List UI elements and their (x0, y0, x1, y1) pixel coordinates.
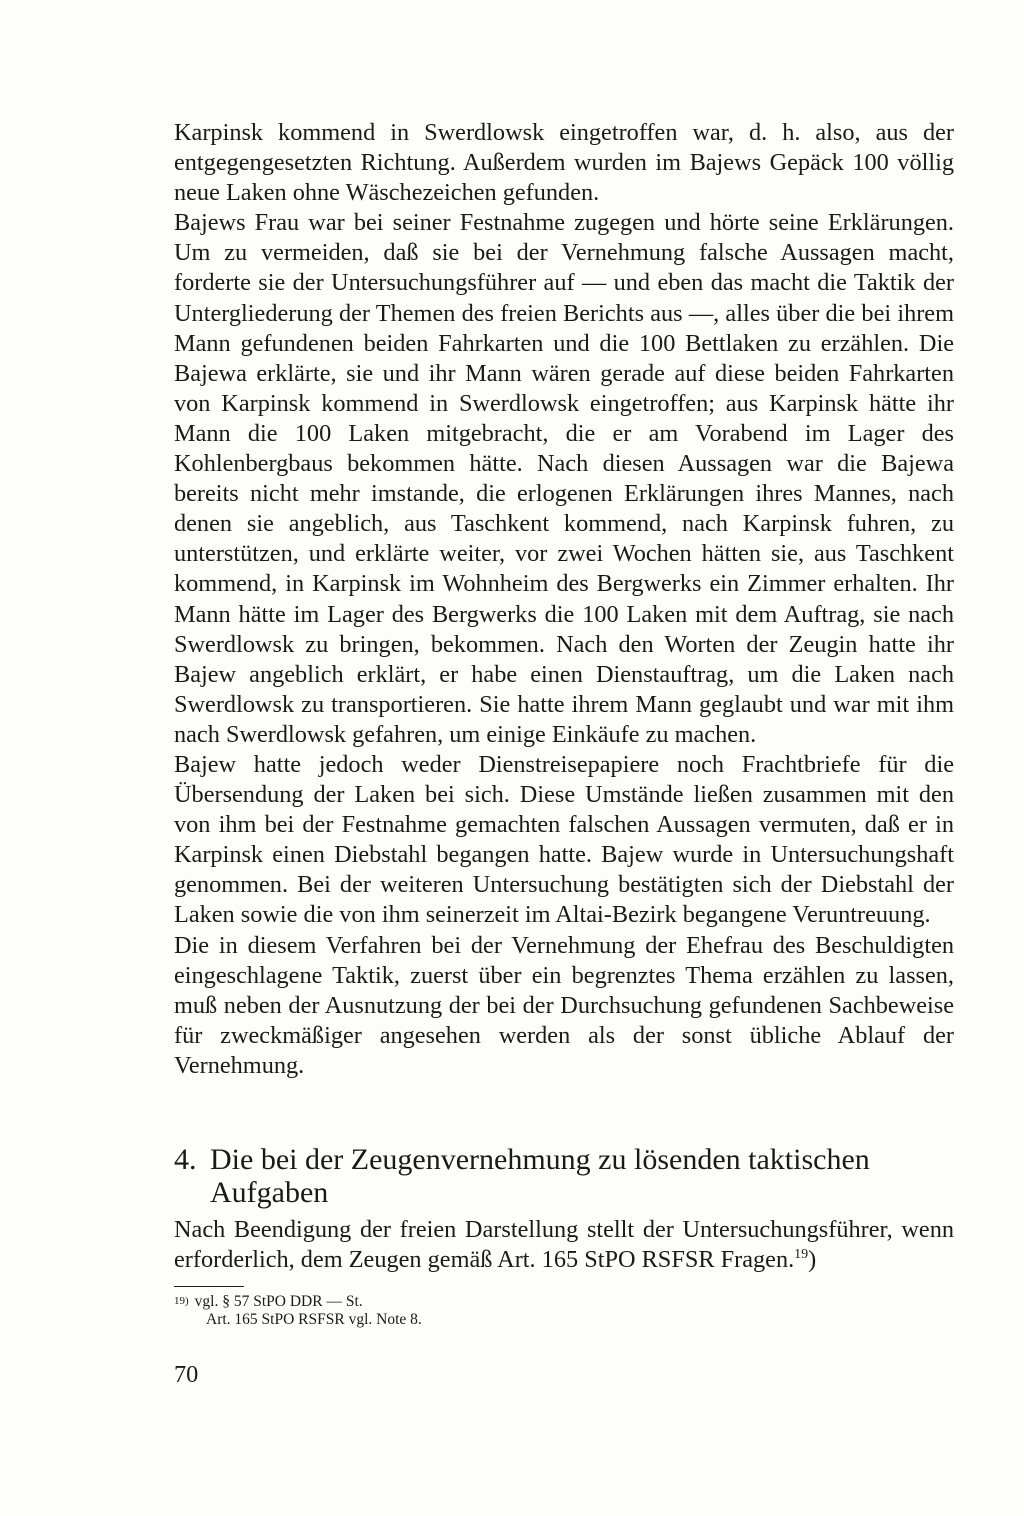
footnote-reference: 19 (794, 1246, 809, 1262)
section-title: Die bei der Zeugenvernehmung zu lösenden taktischen Aufgaben (210, 1143, 870, 1209)
section-number: 4. (174, 1143, 197, 1176)
footnote-text-1: vgl. § 57 StPO DDR — St. (194, 1293, 363, 1310)
paragraph-4: Die in diesem Verfahren bei der Vernehmung der Ehefrau des Beschuldigten eingeschlagene Taktik, zuerst über ein begrenztes Thema erzählen zu lassen, muß neben der Ausnutzung der bei der Durchsuchung gefundenen Sachbeweise für zweckmäßiger angesehen werden als der sonst übliche Ablauf der Vernehmung. (174, 931, 954, 1079)
footnote-divider (174, 1286, 244, 1287)
section-paragraph-text: Nach Beendigung der freien Darstellung stellt der Untersuchungsführer, wenn erforderlich, dem Zeugen gemäß Art. 165 StPO RSFSR Fragen. (174, 1216, 954, 1273)
body-text (174, 118, 954, 1081)
paragraph-1: Karpinsk kommend in Swerdlowsk eingetroffen war, d. h. also, aus der entgegengesetzten Richtung. Außerdem wurden im Bajews Gepäck 100 völlig neue Laken ohne Wäschezeichen gefunden. (174, 119, 954, 207)
footnote-line-1 (174, 1293, 774, 1311)
footnotes (174, 1293, 774, 1329)
paragraph-3: Bajew hatte jedoch weder Dienstreisepapiere noch Frachtbriefe für die Übersendung der Laken bei sich. Diese Umstände ließen zusammen mit den von ihm bei der Festnahme gemachten falschen Aussagen vermuten, daß er in Karpinsk einen Diebstahl begangen hatte. Bajew wurde in Untersuchungshaft genommen. Bei der weiteren Untersuchung bestätigten sich der Diebstahl der Laken sowie die von ihm seinerzeit im Altai-Bezirk begangene Veruntreuung. (174, 750, 954, 929)
paragraph-2: Bajews Frau war bei seiner Festnahme zugegen und hörte seine Erklärungen. Um zu vermeiden, daß sie bei der Vernehmung falsche Aussagen macht, forderte sie der Untersuchungsführer auf — und eben das macht die Taktik der Untergliederung der Themen des freien Berichts aus —, alles über die bei ihrem Mann gefundenen beiden Fahrkarten und die 100 Bettlaken zu erzählen. Die Bajewa erklärte, sie und ihr Mann wären gerade auf diese beiden Fahrkarten von Karpinsk kommend in Swerdlowsk eingetroffen; aus Karpinsk hätte ihr Mann die 100 Laken mitgebracht, die er am Vorabend im Lager des Kohlenbergbaus bekommen hätte. Nach diesen Aussagen war die Bajewa bereits nicht mehr imstande, die erlogenen Erklärungen ihres Mannes, nach denen sie angeblich, aus Taschkent kommend, nach Karpinsk fuhren, zu unterstützen, und erklärte weiter, vor zwei Wochen hätten sie, aus Taschkent kommend, in Karpinsk im Wohnheim des Bergwerks ein Zimmer erhalten. Ihr Mann hätte im Lager des Bergwerks die 100 Laken mit dem Auftrag, sie nach Swerdlowsk zu bringen, bekommen. Nach den Worten der Zeugin hatte ihr Bajew angeblich erklärt, er habe einen Dienstauftrag, um die Laken nach Swerdlowsk zu transportieren. Sie hatte ihrem Mann geglaubt und war mit ihm nach Swerdlowsk gefahren, um einige Einkäufe zu machen. (174, 209, 954, 748)
section-paragraph-closing: ) (808, 1246, 817, 1273)
footnote-mark: 19) (174, 1295, 189, 1307)
page-number: 70 (174, 1361, 199, 1388)
footnote-text-2: Art. 165 StPO RSFSR vgl. Note 8. (206, 1311, 422, 1328)
section-paragraph (174, 1215, 954, 1275)
section-heading (174, 1143, 954, 1209)
